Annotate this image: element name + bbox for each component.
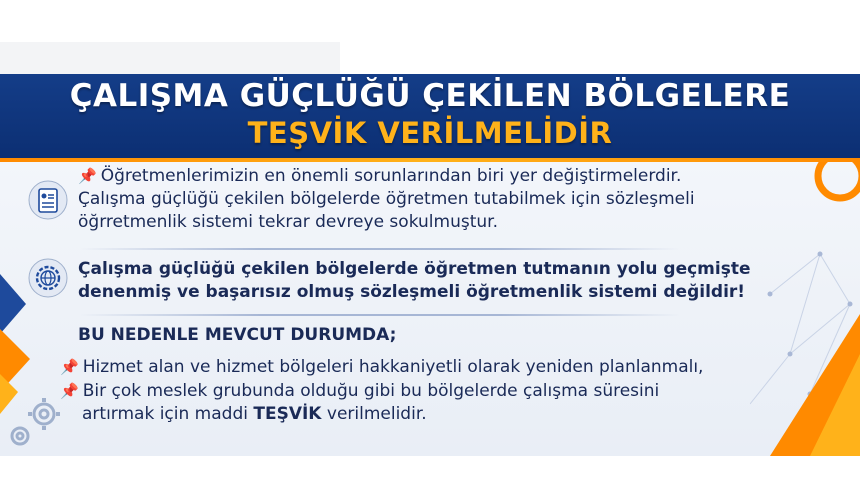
title-line-1: ÇALIŞMA GÜÇLÜĞÜ ÇEKİLEN BÖLGELERE bbox=[69, 78, 791, 114]
bullet-item-2-line-2: artırmak için maddi TEŞVİK verilmelidir. bbox=[82, 404, 427, 424]
pushpin-icon: 📌 bbox=[60, 358, 79, 376]
header bbox=[0, 74, 860, 158]
bullet-item-2 bbox=[60, 380, 659, 426]
top-strip bbox=[0, 42, 340, 74]
globe-gear-icon bbox=[28, 258, 68, 298]
title-line-2: TEŞVİK VERİLMELİDİR bbox=[247, 116, 613, 150]
section-heading: BU NEDENLE MEVCUT DURUMDA; bbox=[78, 325, 397, 345]
paragraph-2-line-1: Çalışma güçlüğü çekilen bölgelerde öğretmen tutmanın yolu geçmişte bbox=[78, 259, 751, 279]
paragraph-1-line-3: öğrretmenlik sistemi tekrar devreye sokulmuştur. bbox=[78, 212, 498, 232]
document-icon bbox=[28, 180, 68, 220]
header-underline bbox=[0, 158, 860, 162]
paragraph-1 bbox=[78, 165, 695, 234]
pushpin-icon: 📌 bbox=[60, 382, 79, 400]
banner bbox=[0, 74, 860, 456]
bullet-item-2-line-1: 📌 Bir çok meslek grubunda olduğu gibi bu bölgelerde çalışma süresini bbox=[60, 381, 660, 401]
bottom-band bbox=[0, 456, 860, 504]
paragraph-1-line-2: Çalışma güçlüğü çekilen bölgelerde öğretmen tutabilmek için sözleşmeli bbox=[78, 189, 695, 209]
paragraph-2 bbox=[78, 258, 751, 304]
right-decoration bbox=[750, 154, 860, 456]
tesvik-emphasis: TEŞVİK bbox=[253, 404, 322, 424]
divider-1 bbox=[80, 248, 680, 250]
bullet-item-1: 📌 Hizmet alan ve hizmet bölgeleri hakkaniyetli olarak yeniden planlanmalı, bbox=[60, 357, 704, 377]
divider-2 bbox=[80, 314, 680, 316]
pushpin-icon: 📌 bbox=[78, 167, 97, 185]
paragraph-1-line-1: 📌 Öğretmenlerimizin en önemli sorunlarından biri yer değiştirmelerdir. bbox=[78, 166, 682, 186]
paragraph-2-line-2: denenmiş ve başarısız olmuş sözleşmeli öğretmenlik sistemi değildir! bbox=[78, 282, 746, 302]
